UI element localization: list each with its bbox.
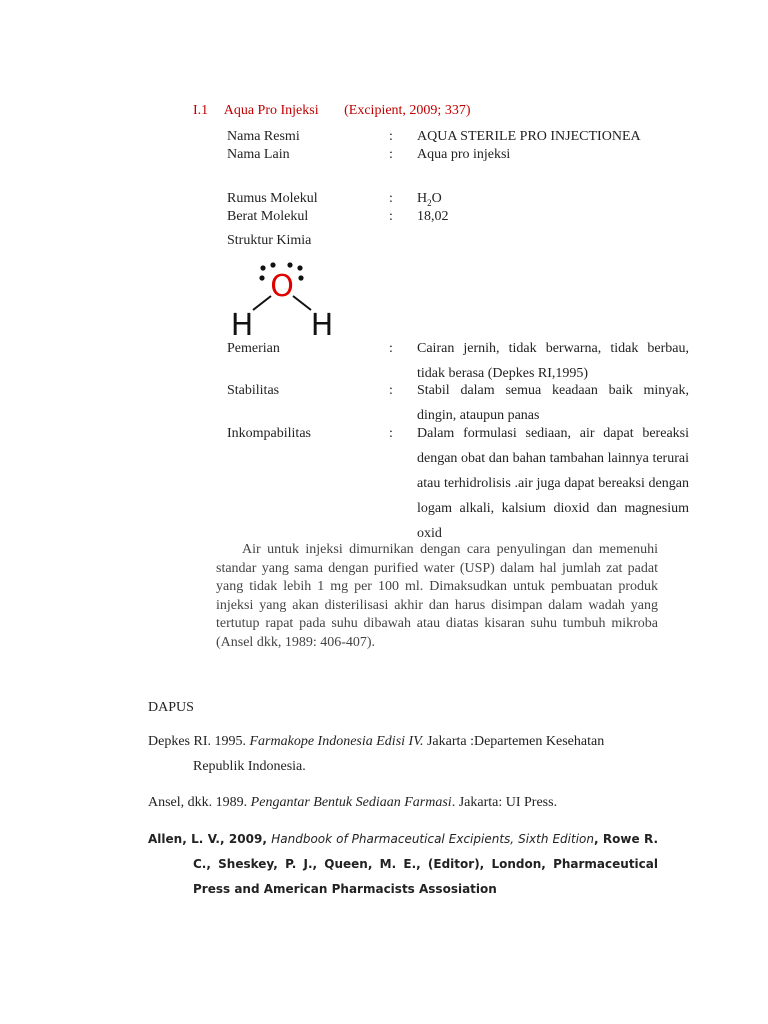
section-heading	[193, 103, 471, 119]
references-title: DAPUS	[148, 700, 194, 715]
property-label: Inkompabilitas	[227, 426, 311, 441]
property-colon: :	[389, 209, 393, 224]
property-label: Stabilitas	[227, 383, 280, 398]
property-value: Stabil dalam semua keadaan baik minyak, dingin, ataupun panas	[417, 383, 689, 423]
property-colon: :	[389, 426, 393, 441]
property-row	[227, 128, 692, 146]
property-list	[227, 128, 692, 164]
property-row	[227, 190, 692, 208]
reference-item: Allen, L. V., 2009, Handbook of Pharmaceutical Excipients, Sixth Edition, Rowe R. C., Sheskey, P. J., Queen, M. E., (Editor), London, Pharmaceutical Press and American Pharmacists Assosiation	[148, 832, 659, 896]
property-colon: :	[389, 383, 393, 398]
property-row	[227, 208, 692, 226]
property-row	[227, 232, 692, 250]
property-label: Rumus Molekul	[227, 191, 318, 206]
section-source: (Excipient, 2009; 337)	[344, 103, 471, 118]
molecular-formula: $H_2O$	[417, 191, 442, 208]
reference-item: Ansel, dkk. 1989. Pengantar Bentuk Sediaan Farmasi. Jakarta: UI Press.	[148, 795, 558, 810]
property-value: 18,02	[417, 209, 449, 224]
property-value: AQUA STERILE PRO INJECTIONEA	[417, 129, 641, 144]
water-structure-diagram	[225, 258, 345, 340]
property-value: Cairan jernih, tidak berwarna, tidak berbau, tidak berasa (Depkes RI,1995)	[417, 341, 689, 381]
property-label: Pemerian	[227, 341, 280, 356]
hydrogen-atom-left: H	[230, 308, 254, 340]
property-list	[227, 190, 692, 226]
property-value: Aqua pro injeksi	[417, 147, 511, 162]
property-label: Nama Lain	[227, 147, 290, 162]
property-colon: :	[389, 191, 393, 206]
body-paragraph: Air untuk injeksi dimurnikan dengan cara penyulingan dan memenuhi standar yang sama dengan purified water (USP) dalam hal jumlah zat padat yang tidak lebih 1 mg per 100 ml. Dimaksudkan untuk pembuatan produk injeksi yang akan disterilisasi akhir dan harus disimpan dalam wadah yang tertutup rapat pada suhu dibawah atau diatas kisaran suhu tumbuh mikroba (Ansel dkk, 1989: 406-407).	[216, 542, 658, 650]
hydrogen-atom-right: H	[310, 308, 334, 340]
property-label: Struktur Kimia	[227, 233, 312, 248]
section-title: Aqua Pro Injeksi	[223, 103, 319, 118]
property-row	[227, 146, 692, 164]
property-label: Nama Resmi	[227, 129, 300, 144]
property-colon: :	[389, 129, 393, 144]
property-value: Dalam formulasi sediaan, air dapat bereaksi dengan obat dan bahan tambahan lainnya terurai atau terhidrolisis .air juga dapat bereaksi dengan logam alkali, kalsium dioxid dan magnesium oxid	[417, 426, 689, 541]
section-number: I.1	[193, 103, 209, 118]
property-colon: :	[389, 341, 393, 356]
property-colon: :	[389, 147, 393, 162]
property-label: Berat Molekul	[227, 209, 309, 224]
oxygen-atom: O	[270, 269, 294, 304]
reference-item: Depkes RI. 1995. Farmakope Indonesia Edisi IV. Jakarta :Departemen Kesehatan Republik Indonesia.	[148, 734, 605, 774]
